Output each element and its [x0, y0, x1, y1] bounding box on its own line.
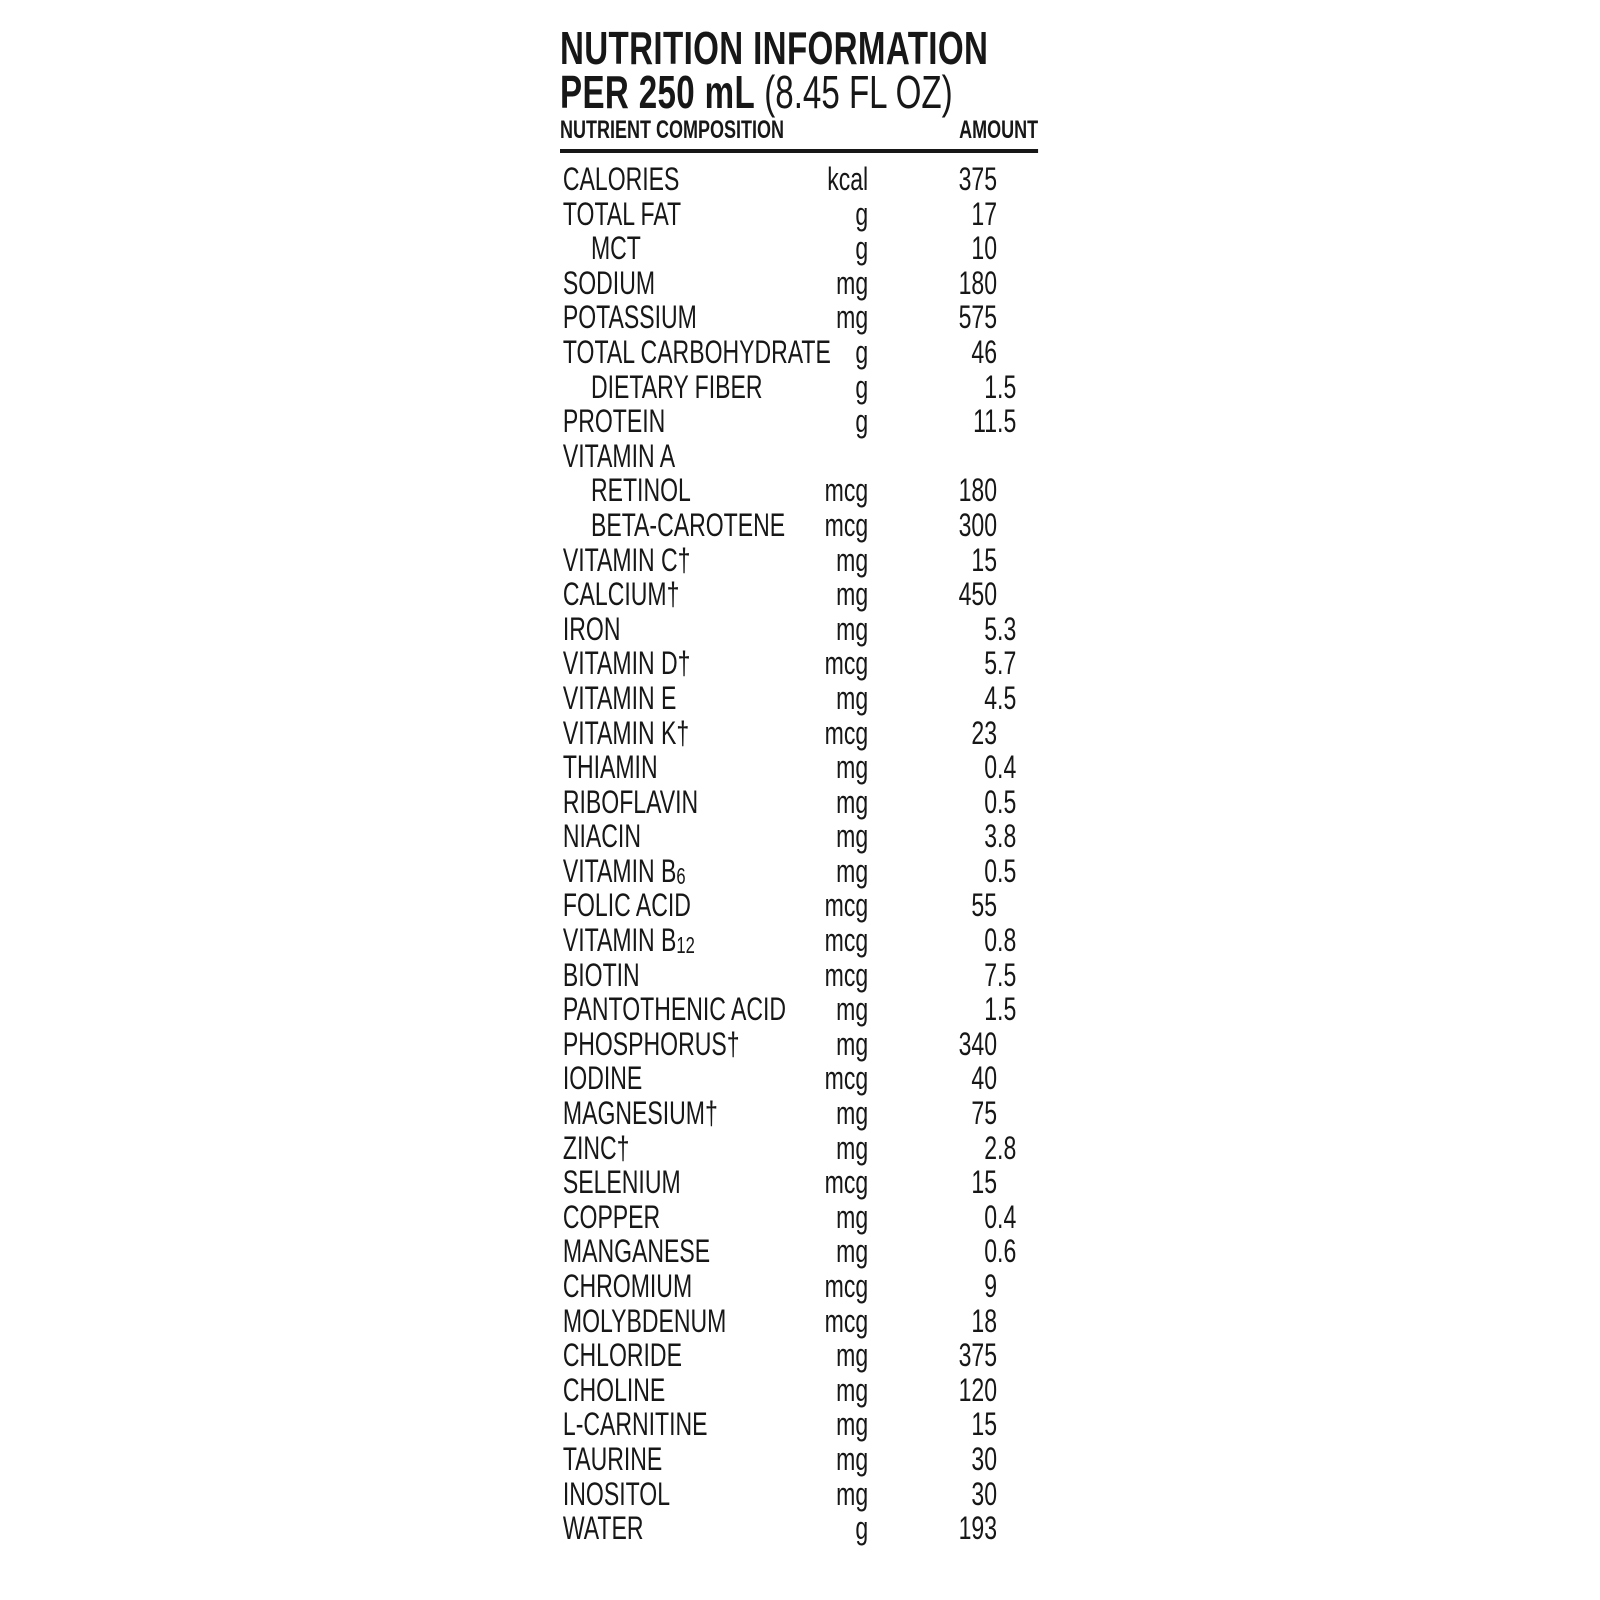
nutrient-label: IRON: [562, 610, 621, 647]
nutrient-label-subscript: 6: [676, 862, 686, 889]
amount-value-integer: 0: [984, 783, 998, 820]
unit-value: mcg: [824, 887, 869, 924]
amount-value-integer: 300: [958, 506, 998, 543]
amount-value-integer: 0: [984, 749, 998, 786]
amount-value-integer: 15: [971, 1164, 998, 1201]
table-row: [560, 750, 1038, 785]
amount-value-integer: 15: [971, 541, 998, 578]
table-row: [560, 646, 1038, 681]
table-row: [560, 197, 1038, 232]
nutrient-label: CHLORIDE: [562, 1337, 682, 1374]
table-row: [560, 300, 1038, 335]
amount-value-decimal: .5: [997, 956, 1017, 993]
table-row: [560, 543, 1038, 578]
unit-value: mcg: [824, 472, 869, 509]
unit-value: kcal: [827, 161, 869, 197]
nutrient-label: INOSITOL: [562, 1475, 671, 1512]
nutrient-label: POTASSIUM: [562, 299, 697, 336]
amount-value-decimal: .8: [997, 818, 1017, 855]
column-header-nutrient: NUTRIENT COMPOSITION: [560, 116, 784, 144]
amount-value-decimal: .5: [997, 783, 1017, 820]
amount-value-integer: 30: [971, 1440, 998, 1477]
nutrient-label: VITAMIN C†: [562, 541, 691, 578]
amount-value-integer: 46: [971, 333, 998, 370]
nutrient-label: NIACIN: [562, 818, 641, 855]
amount-value-integer: 180: [958, 264, 998, 301]
unit-value: mcg: [824, 922, 869, 959]
amount-value-integer: 375: [958, 161, 998, 197]
table-row: [560, 439, 1038, 474]
table-row: [560, 162, 1038, 197]
table-row: [560, 404, 1038, 439]
table-row: [560, 1338, 1038, 1373]
unit-value: g: [855, 1510, 869, 1547]
amount-value-integer: 18: [971, 1302, 998, 1339]
unit-value: mg: [836, 1233, 869, 1270]
table-row: [560, 1096, 1038, 1131]
unit-value: mcg: [824, 506, 869, 543]
amount-value-integer: 5: [984, 610, 998, 647]
nutrient-label: MOLYBDENUM: [562, 1302, 727, 1339]
nutrient-label: VITAMIN D†: [562, 645, 691, 682]
table-row: [560, 370, 1038, 405]
unit-value: mg: [836, 264, 869, 301]
unit-value: mg: [836, 679, 869, 716]
serving-size-bold: PER 250 mL: [560, 66, 756, 118]
nutrient-label: IODINE: [562, 1060, 643, 1097]
table-row: [560, 577, 1038, 612]
table-row: [560, 1131, 1038, 1166]
nutrient-label: VITAMIN B12: [562, 922, 695, 959]
amount-value-integer: 30: [971, 1475, 998, 1512]
nutrient-label-subscript: 12: [676, 932, 695, 959]
unit-value: mg: [836, 1129, 869, 1166]
amount-value-integer: 75: [971, 1095, 998, 1132]
table-row: [560, 1373, 1038, 1408]
amount-value-integer: 23: [971, 714, 998, 751]
amount-value-integer: 0: [984, 852, 998, 889]
nutrient-label: PANTOTHENIC ACID: [562, 991, 787, 1028]
unit-value: mg: [836, 1440, 869, 1477]
nutrient-label: VITAMIN B6: [562, 852, 686, 889]
table-row: [560, 992, 1038, 1027]
amount-value-integer: 375: [958, 1337, 998, 1374]
amount-value-integer: 180: [958, 472, 998, 509]
serving-size-line: [560, 66, 1050, 118]
nutrient-label: DIETARY FIBER: [590, 368, 763, 405]
unit-value: mcg: [824, 956, 869, 993]
amount-value-integer: 10: [971, 230, 998, 267]
unit-value: mg: [836, 1198, 869, 1235]
amount-value-integer: 1: [984, 991, 998, 1028]
table-row: [560, 1407, 1038, 1442]
unit-value: g: [855, 368, 869, 405]
amount-value-integer: 40: [971, 1060, 998, 1097]
amount-value-integer: 3: [984, 818, 998, 855]
amount-value-decimal: .5: [997, 368, 1017, 405]
table-row: [560, 1511, 1038, 1546]
unit-value: mg: [836, 852, 869, 889]
label-content: [560, 22, 1050, 1547]
unit-value: g: [855, 195, 869, 232]
unit-value: mg: [836, 299, 869, 336]
amount-value-integer: 575: [958, 299, 998, 336]
table-row: [560, 819, 1038, 854]
amount-value-integer: 2: [984, 1129, 998, 1166]
nutrient-label: WATER: [562, 1510, 644, 1547]
unit-value: mcg: [824, 645, 869, 682]
nutrient-label: L-CARNITINE: [562, 1406, 708, 1443]
unit-value: mg: [836, 1371, 869, 1408]
amount-value-integer: 0: [984, 1198, 998, 1235]
nutrient-label: CHOLINE: [562, 1371, 666, 1408]
amount-value-integer: 5: [984, 645, 998, 682]
unit-value: g: [855, 403, 869, 440]
amount-value-decimal: .8: [997, 922, 1017, 959]
nutrition-table-body: [560, 162, 1038, 1546]
amount-value-integer: 11: [973, 403, 998, 440]
table-row: [560, 1269, 1038, 1304]
unit-value: mcg: [824, 1060, 869, 1097]
unit-value: mcg: [824, 1268, 869, 1304]
unit-value: mg: [836, 541, 869, 578]
nutrient-label: FOLIC ACID: [562, 887, 691, 924]
nutrient-label: SELENIUM: [562, 1164, 681, 1201]
amount-value-decimal: .5: [997, 991, 1017, 1028]
nutrient-label: VITAMIN E: [562, 679, 677, 716]
amount-value-integer: 15: [971, 1406, 998, 1443]
table-row: [560, 1027, 1038, 1062]
table-row: [560, 854, 1038, 889]
nutrient-label: CHROMIUM: [562, 1268, 693, 1304]
table-row: [560, 1477, 1038, 1512]
nutrient-label: THIAMIN: [562, 749, 658, 786]
amount-value-decimal: .5: [997, 403, 1017, 440]
unit-value: mg: [836, 576, 869, 613]
amount-value-integer: 193: [958, 1510, 998, 1547]
unit-value: mcg: [824, 714, 869, 751]
unit-value: mcg: [824, 1164, 869, 1201]
unit-value: mg: [836, 1406, 869, 1443]
nutrient-label: CALCIUM†: [562, 576, 680, 613]
table-row: [560, 508, 1038, 543]
unit-value: mcg: [824, 1302, 869, 1339]
amount-value-integer: 450: [958, 576, 998, 613]
amount-value-integer: 340: [958, 1025, 998, 1062]
table-row: [560, 958, 1038, 993]
nutrient-label: MAGNESIUM†: [562, 1095, 718, 1132]
unit-value: mg: [836, 991, 869, 1028]
amount-value-integer: 9: [984, 1268, 998, 1304]
table-row: [560, 1304, 1038, 1339]
table-row: [560, 1442, 1038, 1477]
amount-value-integer: 4: [984, 679, 998, 716]
nutrient-label: CALORIES: [562, 161, 680, 197]
table-row: [560, 681, 1038, 716]
unit-value: mg: [836, 818, 869, 855]
nutrient-label: PHOSPHORUS†: [562, 1025, 740, 1062]
nutrient-label: VITAMIN K†: [562, 714, 690, 751]
table-row: [560, 716, 1038, 751]
amount-value-integer: 55: [971, 887, 998, 924]
nutrient-label: MCT: [590, 230, 641, 267]
amount-value-integer: 1: [984, 368, 998, 405]
table-row: [560, 1234, 1038, 1269]
unit-value: g: [855, 230, 869, 267]
nutrient-label: PROTEIN: [562, 403, 666, 440]
table-row: [560, 1061, 1038, 1096]
nutrient-label: TOTAL CARBOHYDRATE: [562, 333, 831, 370]
table-row: [560, 612, 1038, 647]
amount-value-decimal: .7: [997, 645, 1017, 682]
unit-value: mg: [836, 783, 869, 820]
header-divider-line: [560, 149, 1038, 153]
table-row: [560, 1200, 1038, 1235]
nutrient-label: VITAMIN A: [562, 437, 676, 474]
amount-value-decimal: .5: [997, 852, 1017, 889]
amount-value-decimal: .8: [997, 1129, 1017, 1166]
table-row: [560, 473, 1038, 508]
table-row: [560, 1165, 1038, 1200]
amount-value-integer: 0: [984, 922, 998, 959]
table-row: [560, 266, 1038, 301]
nutrient-label: TAURINE: [562, 1440, 663, 1477]
table-row: [560, 335, 1038, 370]
nutrient-label: COPPER: [562, 1198, 661, 1235]
column-header-amount: AMOUNT: [959, 116, 1039, 144]
unit-value: g: [855, 333, 869, 370]
amount-value-integer: 120: [958, 1371, 998, 1408]
amount-value-decimal: .5: [997, 679, 1017, 716]
table-header-row: [560, 117, 1038, 144]
nutrient-label: MANGANESE: [562, 1233, 711, 1270]
amount-value-integer: 0: [984, 1233, 998, 1270]
nutrient-label: SODIUM: [562, 264, 656, 301]
table-row: [560, 785, 1038, 820]
unit-value: mg: [836, 1475, 869, 1512]
serving-size-floz: (8.45 FL OZ): [755, 66, 953, 118]
nutrient-label: ZINC†: [562, 1129, 630, 1166]
unit-value: mg: [836, 610, 869, 647]
unit-value: mg: [836, 1095, 869, 1132]
table-row: [560, 231, 1038, 266]
amount-value-decimal: .4: [997, 1198, 1017, 1235]
unit-value: mg: [836, 1025, 869, 1062]
page-title: NUTRITION INFORMATION: [560, 22, 989, 74]
table-row: [560, 923, 1038, 958]
amount-value-decimal: .3: [997, 610, 1017, 647]
nutrient-label: TOTAL FAT: [562, 195, 682, 232]
unit-value: mg: [836, 749, 869, 786]
amount-value-integer: 7: [984, 956, 998, 993]
unit-value: mg: [836, 1337, 869, 1374]
amount-value-decimal: .4: [997, 749, 1017, 786]
nutrient-label: BETA-CAROTENE: [590, 506, 786, 543]
nutrient-label: RETINOL: [590, 472, 691, 509]
amount-value-decimal: .6: [997, 1233, 1017, 1270]
nutrient-label: RIBOFLAVIN: [562, 783, 699, 820]
amount-value-integer: 17: [971, 195, 998, 232]
nutrient-label: BIOTIN: [562, 956, 640, 993]
table-row: [560, 888, 1038, 923]
